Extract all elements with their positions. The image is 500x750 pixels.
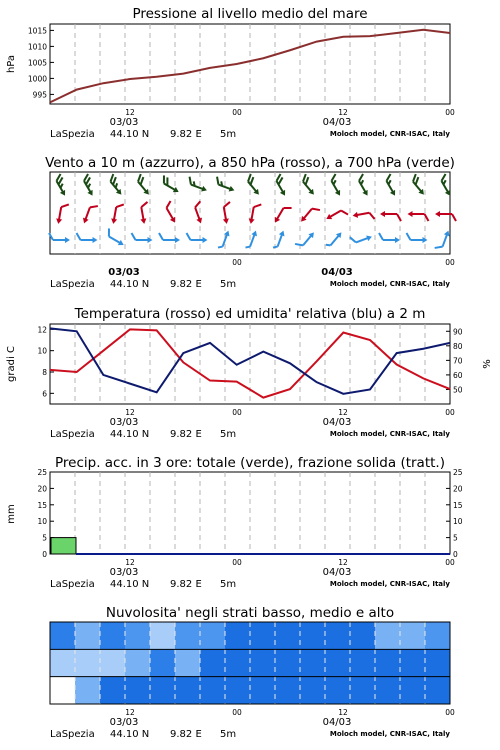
cloud-cell-basso <box>50 677 76 705</box>
wind-barb-flag <box>116 203 124 208</box>
precip-bar <box>51 538 76 554</box>
wind-barb-level-0 <box>354 174 373 197</box>
wind-barb-head <box>173 187 180 195</box>
wind-barb-flag <box>440 174 448 181</box>
wind-barb-level-1 <box>162 201 181 224</box>
wind-barb-head <box>229 186 236 193</box>
cloud-cell-basso <box>375 677 401 705</box>
chart-0-ytick-label: 1005 <box>27 58 47 68</box>
chart-2-ytick-label: 6 <box>42 389 47 399</box>
cloud-cell-alto <box>275 622 301 650</box>
wind-barb-shaft <box>356 238 369 243</box>
wind-barb-flag <box>194 201 202 207</box>
cloud-cell-alto <box>250 622 276 650</box>
wind-barb-level-2 <box>435 228 452 251</box>
wind-barb-head <box>325 214 332 222</box>
wind-barb-level-2 <box>132 233 153 243</box>
wind-barb-head <box>280 190 288 197</box>
chart-0-xtick-label: 00 <box>445 108 455 117</box>
wind-barb-shaft <box>329 211 341 218</box>
wind-barb-head <box>251 230 258 237</box>
wind-barb-head <box>248 218 255 224</box>
cloud-cell-basso <box>425 677 451 705</box>
cloud-cell-alto <box>425 622 451 650</box>
cloud-cell-basso <box>150 677 176 705</box>
wind-barb-shaft <box>224 207 226 221</box>
wind-barb-shaft <box>303 235 312 246</box>
wind-barb-level-0 <box>52 174 71 197</box>
chart-0-station-lon: 9.82 E <box>170 129 202 140</box>
wind-barb-head <box>81 218 88 225</box>
cloud-cell-medio <box>75 649 101 677</box>
cloud-cell-alto <box>375 622 401 650</box>
wind-barb-level-0 <box>437 174 456 197</box>
cloud-cell-alto <box>150 622 176 650</box>
wind-barb-head <box>118 240 125 248</box>
chart-1-xtick-label: 00 <box>445 258 455 267</box>
cloud-cell-medio <box>325 649 351 677</box>
wind-barb-head <box>93 237 98 243</box>
cloud-cell-alto <box>325 622 351 650</box>
wind-barb-head <box>380 211 385 217</box>
chart-2-y2tick-label: 80 <box>453 341 463 351</box>
chart-3-xtick-label: 00 <box>445 558 455 567</box>
cloud-cell-medio <box>100 649 126 677</box>
wind-barb-shaft <box>303 209 312 220</box>
wind-barb-level-2 <box>407 233 428 243</box>
chart-3-station-lat: 44.10 N <box>110 579 150 590</box>
wind-barb-head <box>55 218 62 224</box>
wind-barb-level-1 <box>110 203 123 225</box>
cloud-cell-medio <box>425 649 451 677</box>
chart-0-ytick-label: 1000 <box>27 74 47 84</box>
wind-barb-level-0 <box>327 174 346 197</box>
wind-barb-level-1 <box>325 206 348 225</box>
chart-2-ylabel: gradi C <box>6 346 17 382</box>
chart-2-xtick-label: 00 <box>445 408 455 417</box>
wind-barb-level-1 <box>380 211 401 221</box>
chart-0-ytick-label: 1010 <box>27 42 47 52</box>
chart-3-ytick-label: 25 <box>37 468 47 477</box>
chart-2-xtick-label: 12 <box>338 408 348 417</box>
wind-barb-level-2 <box>245 229 258 250</box>
chart-2-station-lat: 44.10 N <box>110 429 150 440</box>
wind-barb-head <box>335 190 343 197</box>
wind-barb-flag <box>369 212 374 220</box>
wind-barb-level-2 <box>326 230 344 249</box>
wind-barb-head <box>175 237 180 243</box>
wind-barb-shaft <box>195 207 200 220</box>
cloud-cell-alto <box>50 622 76 650</box>
wind-barb-head <box>352 212 358 219</box>
wind-barb-level-2 <box>350 230 373 247</box>
cloud-cell-basso <box>400 677 426 705</box>
wind-barb-flag <box>407 233 411 240</box>
wind-barb-level-1 <box>299 204 320 227</box>
wind-barb-head <box>408 211 413 217</box>
chart-3-credit: Moloch model, CNR-ISAC, Italy <box>329 580 450 588</box>
wind-barb-level-1 <box>435 211 456 221</box>
chart-2-title: Temperatura (rosso) ed umidita' relativa (blu) a 2 m <box>74 306 426 322</box>
wind-barb-flag <box>90 204 98 210</box>
wind-barb-shaft <box>331 235 340 246</box>
wind-barb-head <box>366 234 373 241</box>
wind-barb-flag <box>284 204 292 211</box>
wind-barb-head <box>272 217 280 224</box>
wind-barb-head <box>110 218 117 224</box>
wind-barb-level-1 <box>81 203 98 226</box>
wind-barb-flag <box>452 214 456 221</box>
chart-4-xtick-label: 00 <box>232 708 242 717</box>
wind-barb-flag <box>385 174 393 181</box>
wind-barb-head <box>65 237 70 243</box>
wind-barb-flag <box>165 201 173 208</box>
chart-2-y2tick-label: 50 <box>453 385 463 395</box>
cloud-cell-alto <box>225 622 251 650</box>
wind-barb-head <box>362 190 370 197</box>
wind-barb-shaft <box>141 207 143 221</box>
cloud-cell-basso <box>125 677 151 705</box>
cloud-cell-alto <box>400 622 426 650</box>
chart-3-xtick-label: 00 <box>232 558 242 567</box>
chart-3-y2tick-label: 25 <box>453 468 463 477</box>
chart-0-date-label: 03/03 <box>109 117 139 128</box>
chart-3-ylabel: mm <box>6 504 17 524</box>
wind-barb-level-1 <box>138 202 151 224</box>
wind-barb-level-2 <box>187 233 208 243</box>
wind-barb-head <box>140 218 147 224</box>
cloud-cell-alto <box>300 622 326 650</box>
chart-1-xtick-label: 00 <box>232 258 242 267</box>
chart-2-ytick-label: 12 <box>37 325 47 335</box>
chart-4-date-label: 03/03 <box>109 717 139 728</box>
wind-barb-level-1 <box>55 203 68 225</box>
cloud-cell-medio <box>150 649 176 677</box>
chart-3-station-lon: 9.82 E <box>170 579 202 590</box>
chart-2-y2tick-label: 60 <box>453 370 463 380</box>
wind-barb-level-2 <box>295 228 316 251</box>
chart-0-xtick-label: 12 <box>125 108 135 117</box>
cloud-cell-medio <box>50 649 76 677</box>
chart-3-y2tick-label: 5 <box>453 533 458 543</box>
wind-barb-flag <box>435 244 443 250</box>
chart-0-title: Pressione al livello medio del mare <box>132 6 368 22</box>
wind-barb-shaft <box>248 182 257 193</box>
chart-4-xtick-label: 12 <box>125 708 135 717</box>
chart-0-date-label: 04/03 <box>322 117 352 128</box>
cloud-cell-medio <box>375 649 401 677</box>
chart-3-date-label: 03/03 <box>109 567 139 578</box>
chart-4-title: Nuvolosita' negli strati basso, medio e alto <box>105 605 395 621</box>
wind-barb-level-2 <box>159 233 180 243</box>
chart-1-station-lat: 44.10 N <box>110 279 150 290</box>
chart-0-xtick-label: 12 <box>338 108 348 117</box>
cloud-cell-medio <box>225 649 251 677</box>
wind-barb-flag <box>77 233 81 240</box>
wind-barb-flag <box>105 228 112 236</box>
chart-3-title: Precip. acc. in 3 ore: totale (verde), frazione solida (tratt.) <box>55 455 445 471</box>
wind-barb-shaft <box>59 207 61 221</box>
wind-barb-head <box>395 237 400 243</box>
chart-3-y2tick-label: 0 <box>453 550 458 559</box>
chart-2-y2label: % <box>482 359 493 369</box>
cloud-cell-alto <box>100 622 126 650</box>
cloud-cell-basso <box>300 677 326 705</box>
wind-barb-flag <box>254 203 262 208</box>
chart-4-credit: Moloch model, CNR-ISAC, Italy <box>329 730 450 738</box>
cloud-cell-alto <box>200 622 226 650</box>
wind-barb-flag <box>141 202 149 207</box>
wind-barb-head <box>435 211 440 217</box>
wind-barb-level-1 <box>352 209 374 222</box>
wind-barb-level-1 <box>191 201 208 224</box>
chart-2-station-elev: 5m <box>220 429 237 440</box>
cloud-cell-basso <box>350 677 376 705</box>
chart-4-station-lon: 9.82 E <box>170 729 202 740</box>
wind-barb-head <box>170 217 178 224</box>
wind-barb-shaft <box>250 233 255 246</box>
wind-barb-shaft <box>251 207 253 221</box>
chart-3-station-station: LaSpezia <box>50 579 95 590</box>
chart-4-station-lat: 44.10 N <box>110 729 150 740</box>
wind-barb-level-0 <box>79 174 98 197</box>
chart-0-xtick-label: 00 <box>232 108 242 117</box>
chart-3-date-label: 04/03 <box>322 567 352 578</box>
wind-barb-level-0 <box>106 174 127 197</box>
chart-2-station-lon: 9.82 E <box>170 429 202 440</box>
chart-3-ytick-label: 5 <box>42 533 47 543</box>
wind-barb-level-2 <box>104 228 127 247</box>
wind-barb-flag <box>61 203 69 208</box>
wind-barb-level-1 <box>220 202 233 224</box>
wind-barb-half-flag <box>218 245 223 249</box>
chart-2-station-station: LaSpezia <box>50 429 95 440</box>
wind-barb-flag <box>379 233 383 240</box>
wind-barb-head <box>390 190 398 197</box>
wind-barb-level-2 <box>49 233 70 243</box>
chart-3-xtick-label: 12 <box>338 558 348 567</box>
chart-1-station-lon: 9.82 E <box>170 279 202 290</box>
cloud-cell-basso <box>225 677 251 705</box>
chart-2-date-label: 03/03 <box>109 417 139 428</box>
cloud-cell-basso <box>175 677 201 705</box>
wind-barb-flag <box>357 174 365 181</box>
wind-barb-head <box>279 230 286 237</box>
cloud-cell-basso <box>200 677 226 705</box>
cloud-cell-alto <box>175 622 201 650</box>
chart-3-xtick-label: 12 <box>125 558 135 567</box>
wind-barb-flag <box>187 177 193 185</box>
chart-4-station-elev: 5m <box>220 729 237 740</box>
wind-barb-shaft <box>109 237 121 244</box>
chart-3-y2tick-label: 10 <box>453 517 463 527</box>
chart-4-station-station: LaSpezia <box>50 729 95 740</box>
wind-barb-shaft <box>164 184 176 191</box>
cloud-cell-basso <box>100 677 126 705</box>
chart-1-station-station: LaSpezia <box>50 279 95 290</box>
cloud-cell-medio <box>250 649 276 677</box>
chart-0-station-lat: 44.10 N <box>110 129 150 140</box>
cloud-cell-basso <box>325 677 351 705</box>
wind-barb-shaft <box>356 213 370 215</box>
chart-4-xtick-label: 12 <box>338 708 348 717</box>
wind-barb-half-flag <box>245 245 250 249</box>
cloud-cell-medio <box>125 649 151 677</box>
chart-2-credit: Moloch model, CNR-ISAC, Italy <box>329 430 450 438</box>
chart-2-y2tick-label: 90 <box>453 327 463 337</box>
chart-0-ytick-label: 1015 <box>27 26 47 36</box>
wind-barb-level-2 <box>379 233 400 243</box>
wind-barb-flag <box>159 233 163 240</box>
wind-barb-head <box>445 190 453 197</box>
wind-barb-head <box>223 218 230 224</box>
wind-barb-level-0 <box>133 174 154 197</box>
cloud-cell-medio <box>300 649 326 677</box>
chart-2-y2tick-label: 70 <box>453 356 463 366</box>
wind-barb-head <box>87 190 95 197</box>
cloud-cell-medio <box>275 649 301 677</box>
cloud-cell-alto <box>350 622 376 650</box>
chart-0-station-elev: 5m <box>220 129 237 140</box>
chart-2-xtick-label: 00 <box>232 408 242 417</box>
chart-3-ytick-label: 20 <box>37 484 47 494</box>
chart-1-title: Vento a 10 m (azzurro), a 850 hPa (rosso), a 700 hPa (verde) <box>45 155 455 171</box>
wind-barb-flag <box>187 233 191 240</box>
chart-3-y2tick-label: 20 <box>453 484 463 494</box>
wind-barb-flag <box>341 209 348 217</box>
cloud-cell-medio <box>350 649 376 677</box>
chart-1-date-label: 03/03 <box>108 267 140 278</box>
wind-barb-head <box>201 186 208 193</box>
wind-barb-shaft <box>277 208 284 220</box>
wind-barb-flag <box>312 206 320 214</box>
cloud-cell-medio <box>200 649 226 677</box>
wind-barb-level-0 <box>243 174 264 197</box>
wind-barb-level-0 <box>408 174 429 197</box>
wind-barb-level-0 <box>159 175 182 194</box>
wind-barb-half-flag <box>326 243 331 247</box>
chart-1-station-elev: 5m <box>220 279 237 290</box>
cloud-cell-medio <box>400 649 426 677</box>
wind-barb-shaft <box>167 208 174 220</box>
wind-barb-shaft <box>114 207 116 221</box>
chart-1-credit: Moloch model, CNR-ISAC, Italy <box>329 280 450 288</box>
chart-2-date-label: 04/03 <box>322 417 352 428</box>
wind-barb-shaft <box>443 233 448 246</box>
chart-1-date-label: 04/03 <box>321 267 353 278</box>
cloud-cell-basso <box>75 677 101 705</box>
wind-barb-flag <box>132 233 136 240</box>
chart-2-ytick-label: 8 <box>42 368 47 377</box>
wind-barb-flag <box>350 236 356 244</box>
cloud-cell-basso <box>275 677 301 705</box>
chart-0-ylabel: hPa <box>6 54 17 74</box>
chart-2-ytick-label: 10 <box>37 346 47 356</box>
wind-barb-flag <box>160 175 167 183</box>
chart-3-station-elev: 5m <box>220 579 237 590</box>
wind-barb-shaft <box>138 182 147 193</box>
chart-0-ytick-label: 995 <box>32 90 47 100</box>
chart-3-ytick-label: 10 <box>37 517 47 527</box>
cloud-cell-medio <box>175 649 201 677</box>
wind-barb-head <box>60 190 68 197</box>
wind-barb-shaft <box>303 182 312 193</box>
wind-barb-level-0 <box>298 174 319 197</box>
wind-barb-shaft <box>191 185 204 190</box>
cloud-cell-basso <box>250 677 276 705</box>
wind-barb-flag <box>223 202 231 207</box>
chart-0-credit: Moloch model, CNR-ISAC, Italy <box>329 130 450 138</box>
wind-barb-level-1 <box>272 203 291 226</box>
wind-barb-head <box>203 237 208 243</box>
chart-3-y2tick-label: 15 <box>453 500 463 510</box>
wind-barb-shaft <box>413 182 422 193</box>
chart-0-station-station: LaSpezia <box>50 129 95 140</box>
wind-barb-shaft <box>278 233 283 246</box>
chart-2-xtick-label: 12 <box>125 408 135 417</box>
wind-barb-flag <box>295 241 303 249</box>
chart-4-date-label: 04/03 <box>322 717 352 728</box>
wind-barb-level-2 <box>77 233 98 243</box>
wind-barb-shaft <box>85 207 90 220</box>
chart-3-ytick-label: 15 <box>37 500 47 510</box>
wind-barb-head <box>196 218 203 225</box>
chart-4-xtick-label: 00 <box>445 708 455 717</box>
wind-barb-flag <box>215 177 221 185</box>
wind-barb-flag <box>330 174 338 181</box>
cloud-cell-alto <box>75 622 101 650</box>
wind-barb-level-0 <box>382 174 401 197</box>
cloud-cell-alto <box>125 622 151 650</box>
wind-barb-level-0 <box>186 177 209 194</box>
chart-3-ytick-label: 0 <box>42 550 47 559</box>
